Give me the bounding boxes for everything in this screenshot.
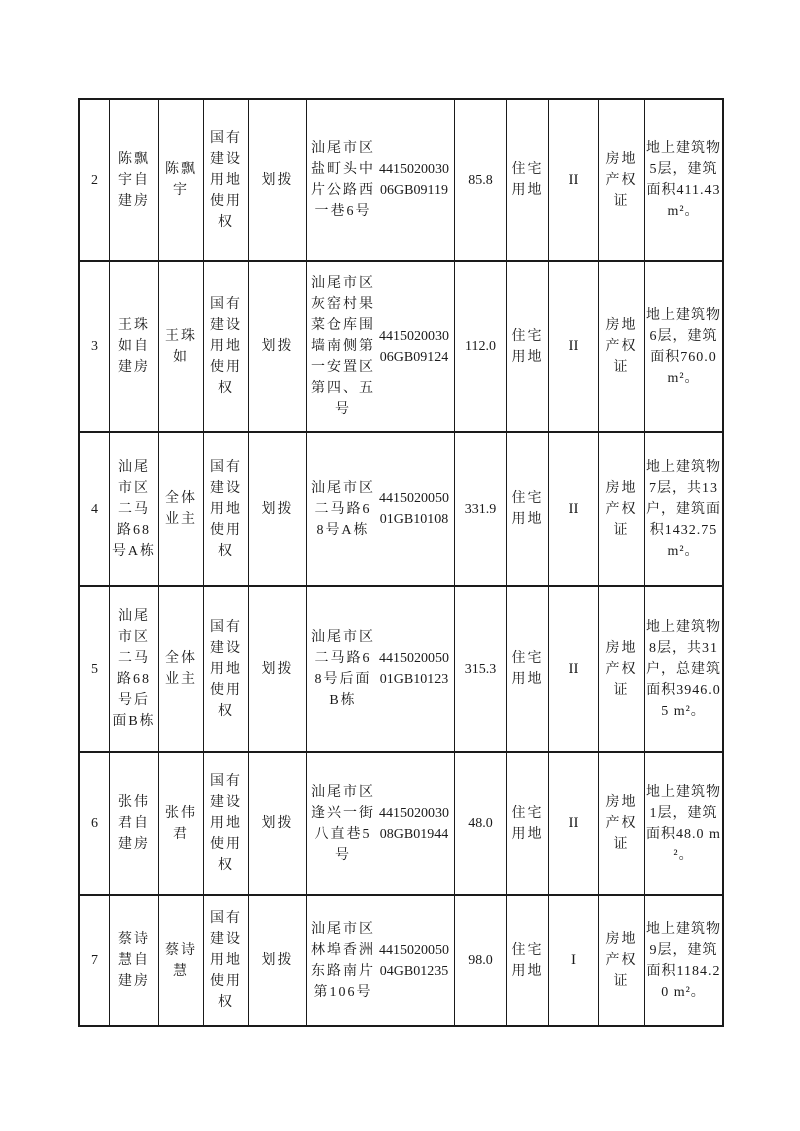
supply-method [249,262,307,431]
parcel-number: 441502005001GB10108 [379,491,449,527]
certificate-type-text: 房地产权证 [605,480,638,538]
supply-method-text: 划拨 [261,172,294,188]
certificate-type [599,100,645,260]
land-use-text: 住宅用地 [511,162,544,198]
parcel-address: 汕尾市区逢兴一街八直巷5号 [311,784,375,863]
building-note [645,262,722,431]
land-area: 331.9 [455,433,507,585]
land-right-type-text: 国有建设用地使用权 [210,774,242,873]
land-right-type [204,100,249,260]
land-right-type [204,262,249,431]
project-name [110,896,159,1025]
building-note-text: 地上建筑物6层，建筑面积760.0 m²。 [646,307,721,386]
owner-name [159,896,204,1025]
building-note [645,100,722,260]
land-right-type [204,587,249,751]
land-area: 48.0 [455,753,507,894]
parcel-address: 汕尾市区林埠香洲东路南片第106号 [311,921,375,1000]
table-row [80,100,722,262]
land-use-text: 住宅用地 [511,491,544,527]
land-right-type-text: 国有建设用地使用权 [210,619,242,719]
supply-method-text: 划拨 [261,661,294,677]
project-name-text: 汕尾市区二马路68号A栋 [111,459,157,559]
land-area: 85.8 [455,100,507,260]
project-name [110,262,159,431]
project-name [110,100,159,260]
land-use-text: 住宅用地 [511,805,544,842]
row-number: 4 [80,433,110,585]
project-name-text: 张伟君自建房 [118,795,150,852]
owner-name-text: 陈飘宇 [165,162,197,198]
owner-name-text: 全体业主 [165,651,197,687]
supply-method-text: 划拨 [261,501,294,517]
building-note-text: 地上建筑物5层，建筑面积411.43 m²。 [646,141,721,219]
row-number: 3 [80,262,110,431]
land-right-type-text: 国有建设用地使用权 [210,459,242,559]
project-name-text: 蔡诗慧自建房 [118,932,150,989]
building-note-text: 地上建筑物8层，共31户，总建筑面积3946.05 m²。 [646,619,721,719]
certificate-type-text: 房地产权证 [605,318,638,375]
land-area: 98.0 [455,896,507,1025]
land-use [507,587,549,751]
supply-method-text: 划拨 [261,816,294,831]
supply-method-text: 划拨 [261,339,294,354]
parcel-number: 441502005001GB10123 [379,651,449,687]
land-right-type [204,433,249,585]
certificate-type-text: 房地产权证 [605,151,638,209]
project-name [110,587,159,751]
owner-name-text: 全体业主 [165,491,197,527]
supply-method-text: 划拨 [261,953,294,968]
land-right-type [204,753,249,894]
owner-name [159,587,204,751]
building-note [645,587,722,751]
row-number: 7 [80,896,110,1025]
land-use-text: 住宅用地 [511,651,544,687]
table-row [80,587,722,753]
project-name [110,433,159,585]
parcel-address: 汕尾市区盐町头中片公路西一巷6号 [311,141,375,219]
project-name [110,753,159,894]
land-right-type-text: 国有建设用地使用权 [210,911,242,1010]
parcel-number: 441502003006GB09119 [379,162,449,198]
building-note [645,753,722,894]
owner-name-text: 张伟君 [165,805,197,842]
parcel-number: 441502005004GB01235 [379,942,449,979]
project-name-text: 王珠如自建房 [118,318,150,375]
land-grade: II [549,262,599,431]
land-grade: I [549,896,599,1025]
land-grade: II [549,433,599,585]
certificate-type-text: 房地产权证 [605,640,638,698]
parcel-number: 441502003006GB09124 [379,328,449,365]
table-row [80,262,722,433]
owner-name-text: 王珠如 [165,328,197,365]
owner-name [159,100,204,260]
land-use-text: 住宅用地 [511,942,544,979]
certificate-type-text: 房地产权证 [605,795,638,852]
project-name-text: 陈飘宇自建房 [118,151,150,209]
land-use-text: 住宅用地 [511,328,544,365]
certificate-type [599,753,645,894]
land-right-type [204,896,249,1025]
land-registration-table [78,98,724,1027]
building-note-text: 地上建筑物9层，建筑面积1184.20 m²。 [646,921,721,1000]
certificate-type [599,587,645,751]
owner-name-text: 蔡诗慧 [165,942,197,979]
land-area: 112.0 [455,262,507,431]
table-row [80,433,722,587]
address-and-parcel-no [307,100,455,260]
address-and-parcel-no [307,433,455,585]
land-use [507,753,549,894]
land-grade: II [549,753,599,894]
certificate-type [599,896,645,1025]
owner-name [159,753,204,894]
land-grade: II [549,100,599,260]
parcel-address: 汕尾市区二马路68号后面B栋 [311,630,375,708]
table-row [80,896,722,1025]
certificate-type [599,433,645,585]
supply-method [249,100,307,260]
land-right-type-text: 国有建设用地使用权 [210,297,242,396]
certificate-type-text: 房地产权证 [605,932,638,989]
supply-method [249,896,307,1025]
building-note [645,433,722,585]
address-and-parcel-no [307,587,455,751]
parcel-number: 441502003008GB01944 [379,805,449,842]
certificate-type [599,262,645,431]
supply-method [249,433,307,585]
land-use [507,433,549,585]
owner-name [159,433,204,585]
land-use [507,100,549,260]
supply-method [249,587,307,751]
building-note-text: 地上建筑物1层，建筑面积48.0 m²。 [646,784,721,863]
table-row [80,753,722,896]
row-number: 6 [80,753,110,894]
land-area: 315.3 [455,587,507,751]
building-note [645,896,722,1025]
project-name-text: 汕尾市区二马路68号后面B栋 [112,609,156,729]
row-number: 2 [80,100,110,260]
row-number: 5 [80,587,110,751]
supply-method [249,753,307,894]
address-and-parcel-no [307,262,455,431]
building-note-text: 地上建筑物7层，共13户，建筑面积1432.75 m²。 [646,459,721,559]
land-grade: II [549,587,599,751]
parcel-address: 汕尾市区二马路68号A栋 [311,480,375,538]
land-right-type-text: 国有建设用地使用权 [210,130,242,230]
parcel-address: 汕尾市区灰窑村果菜仓库围墙南侧第一安置区第四、五号 [311,276,375,417]
land-use [507,262,549,431]
land-use [507,896,549,1025]
address-and-parcel-no [307,753,455,894]
owner-name [159,262,204,431]
address-and-parcel-no [307,896,455,1025]
